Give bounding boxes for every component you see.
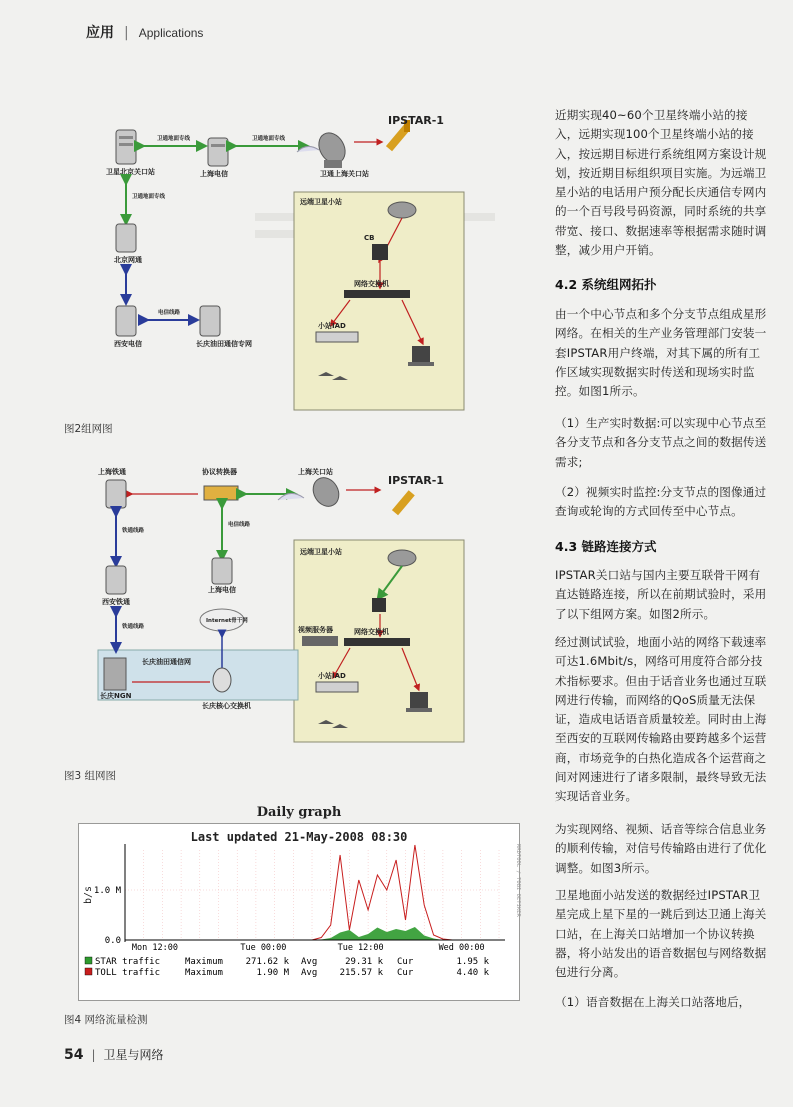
legend-text: Cur <box>397 957 414 967</box>
cb-label: CB <box>364 234 375 242</box>
legend-text: 1.95 k <box>456 957 489 967</box>
x-tick-label: Tue 00:00 <box>240 943 287 953</box>
legend-text: 271.62 k <box>245 957 289 967</box>
xian-railcom-label: 西安铁通 <box>102 598 130 606</box>
video-server-icon <box>302 636 338 646</box>
rrdtool-credit: RRDTOOL / TOBI OETIKER <box>515 844 521 917</box>
figure-4-caption: 图4 网络流量检测 <box>64 1014 148 1026</box>
server-icon <box>116 224 136 252</box>
figure-3-network-diagram <box>82 462 542 744</box>
shanghai-gateway-label: 卫通上海关口站 <box>320 170 369 178</box>
paragraph: 近期实现40~60个卫星终端小站的接入，远期实现100个卫星终端小站的接入，按远期目标进行系统组网方案设计规划，按近期目标组织项目实施。为远端卫星小站的电话用户预分配长庆通信专网内的一个百号段号码资源，同时系统的共享带宽、接口、数据速率等根据需求随时调整，减少用户开销。 <box>555 108 767 258</box>
figure-2-caption: 图2组网图 <box>64 423 113 435</box>
xian-telecom-label: 西安电信 <box>114 340 142 348</box>
beijing-gateway-label: 卫星北京关口站 <box>106 168 155 176</box>
changqing-network-label: 长庆油田通信网 <box>142 658 191 666</box>
journal-name: 卫星与网络 <box>103 1048 164 1062</box>
heading-4-3: 4.3 链路连接方式 <box>555 539 657 554</box>
link-label: 卫通地面专线 <box>132 194 166 200</box>
page-number: 54 <box>64 1047 84 1063</box>
link-label: 电信线路 <box>228 522 251 528</box>
graph-title: Daily graph <box>256 805 342 820</box>
paragraph: IPSTAR关口站与国内主要互联骨干网有直达链路连接，所以在前期试验时，采用了以下组网方案。如图2所示。 <box>555 568 767 621</box>
header-divider: | <box>124 25 129 41</box>
paragraph: 由一个中心节点和多个分支节点组成星形网络。在相关的生产业务管理部门安装一套IPSTAR用户终端，对其下属的所有工作区域实现数据实时传送和现场实时监控。如图1所示。 <box>555 307 767 399</box>
server-icon <box>200 306 220 336</box>
footer-divider: | <box>91 1048 96 1062</box>
server-icon <box>208 138 228 166</box>
figure-2-network-diagram <box>82 110 542 412</box>
satellite-dish-icon <box>388 202 416 218</box>
iad-label: 小站IAD <box>318 322 346 330</box>
switch-label: 网络交换机 <box>354 280 389 288</box>
ngn-device-icon <box>104 658 126 690</box>
server-icon <box>106 480 126 508</box>
traffic-graph <box>78 805 520 1000</box>
page-header <box>86 22 203 42</box>
satellite-dish-icon <box>308 473 344 511</box>
legend-text: Avg <box>301 957 318 967</box>
figure-3-caption: 图3 组网图 <box>64 770 117 782</box>
legend-text: 1.90 M <box>256 968 289 978</box>
paragraph: （1）语音数据在上海关口站落地后， <box>555 995 751 1009</box>
link-label: 铁通线路 <box>122 528 145 534</box>
iad-label: 小站IAD <box>318 672 346 680</box>
legend-text: 29.31 k <box>345 957 383 967</box>
satellite-icon <box>392 490 415 515</box>
changqing-label: 长庆油田通信专网 <box>196 340 252 348</box>
link-label: 电信线路 <box>158 310 181 316</box>
shanghai-telecom-label: 上海电信 <box>208 586 236 594</box>
legend-text: Cur <box>397 968 414 978</box>
network-switch-icon <box>344 638 410 646</box>
y-tick-label: 0.0 <box>104 936 121 946</box>
paragraph: （2）视频实时监控:分支节点的图像通过查询或轮询的方式回传至中心节点。 <box>555 485 767 519</box>
computer-icon <box>412 346 430 362</box>
network-switch-icon <box>344 290 410 298</box>
satellite-dish-icon <box>314 128 351 168</box>
legend-text: 215.57 k <box>339 968 383 978</box>
server-icon <box>106 566 126 594</box>
server-icon <box>212 558 232 584</box>
graph-updated: Last updated 21-May-2008 08:30 <box>190 830 408 844</box>
paragraph: 经过测试试验，地面小站的网络下载速率可达1.6Mbit/s，网络可用度符合部分技术指标要求。但由于话音业务也通过互联网进行传输，而网络的QoS质量无法保证，造成电话语音质量较差。同时由上海至西安的互联网传输路由要跨越多个运营商，市场竞争的白热化造成各个运营商之间对网速进行了诸多限制，最终导致无法实现话音业务。 <box>555 635 767 804</box>
ipstar-label: IPSTAR-1 <box>388 474 444 487</box>
legend-swatch <box>85 957 92 964</box>
legend-text: STAR traffic <box>95 957 161 967</box>
y-tick-label: 1.0 M <box>93 886 121 896</box>
modem-icon <box>372 598 386 612</box>
shanghai-railcom-label: 上海铁通 <box>98 468 126 476</box>
section-label: Applications <box>138 26 204 40</box>
paragraph: 卫星地面小站发送的数据经过IPSTAR卫星完成上星下星的一跳后到达卫通上海关口站，在上海关口站增加一个协议转换器，将小站发出的语音数据包与网络数据包进行分离。 <box>555 888 767 980</box>
heading-4-2: 4.2 系统组网拓扑 <box>555 277 657 292</box>
legend-text: 4.40 k <box>456 968 489 978</box>
page-footer <box>64 1046 164 1063</box>
internet-label: Internet骨干网 <box>206 618 248 624</box>
legend-text: TOLL traffic <box>95 968 161 978</box>
converter-label: 协议转换器 <box>202 468 237 476</box>
ipstar-label: IPSTAR-1 <box>388 114 444 127</box>
remote-station-label: 远端卫星小站 <box>300 548 342 556</box>
paragraph: （1）生产实时数据:可以实现中心节点至各分支节点和各分支节点之间的数据传送需求; <box>555 416 767 469</box>
video-server-label: 视频服务器 <box>298 626 333 634</box>
iad-device-icon <box>316 682 358 692</box>
link-label: 卫通地面专线 <box>157 136 191 142</box>
core-switch-icon <box>213 668 231 692</box>
ngn-label: 长庆NGN <box>100 692 132 700</box>
shanghai-gateway-label: 上海关口站 <box>298 468 333 476</box>
graph-frame <box>78 823 520 1001</box>
core-switch-label: 长庆核心交换机 <box>202 702 251 710</box>
link-label: 卫通地面专线 <box>252 136 286 142</box>
beijing-netcom-label: 北京网通 <box>114 256 142 264</box>
switch-label: 网络交换机 <box>354 628 389 636</box>
x-tick-label: Tue 12:00 <box>337 943 384 953</box>
server-icon <box>116 130 136 164</box>
cloud-icon <box>297 146 319 152</box>
cb-device-icon <box>372 244 388 260</box>
computer-icon <box>410 692 428 708</box>
protocol-converter-icon <box>204 486 238 500</box>
remote-station-label: 远端卫星小站 <box>300 198 342 206</box>
shanghai-telecom-label: 上海电信 <box>200 170 228 178</box>
legend-swatch <box>85 968 92 975</box>
y-axis-label: b/s <box>83 885 94 904</box>
link-label: 铁通线路 <box>122 624 145 630</box>
satellite-dish-icon <box>388 550 416 566</box>
remote-station-box <box>294 192 464 410</box>
legend-text: Avg <box>301 968 318 978</box>
server-icon <box>116 306 136 336</box>
legend-text: Maximum <box>185 968 223 978</box>
legend-text: Maximum <box>185 957 223 967</box>
traffic-chart-plot <box>79 824 521 1002</box>
iad-device-icon <box>316 332 358 342</box>
x-tick-label: Mon 12:00 <box>131 943 178 953</box>
x-tick-label: Wed 00:00 <box>438 943 485 953</box>
paragraph: 为实现网络、视频、话音等综合信息业务的顺利传输，对信号传输路由进行了优化调整。如图3所示。 <box>555 822 767 875</box>
section-title: 应用 <box>86 25 114 41</box>
